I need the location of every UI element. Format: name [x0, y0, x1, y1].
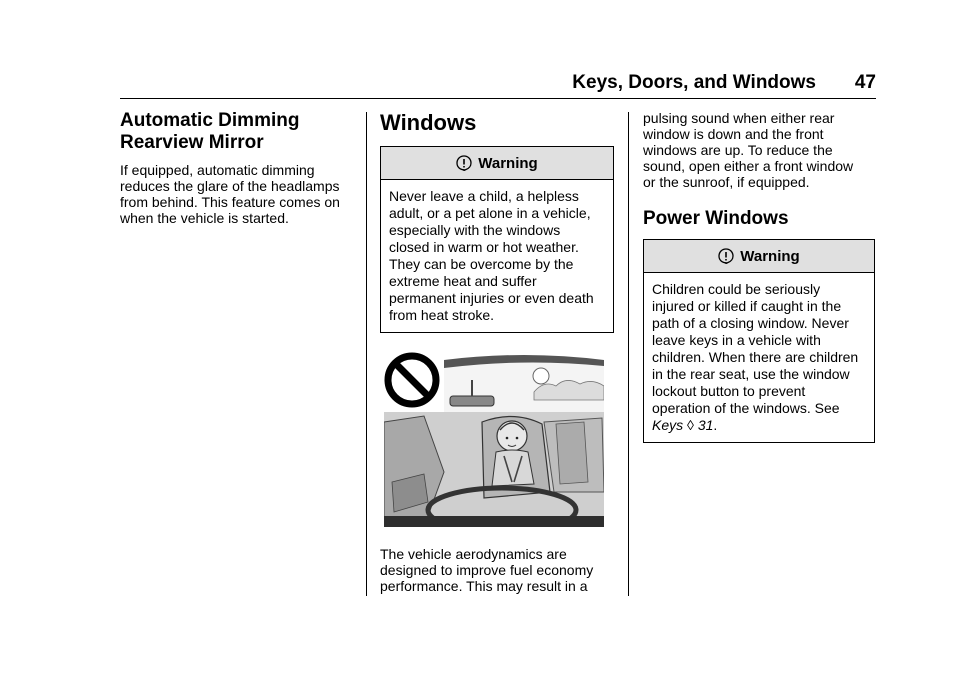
child-in-car-illustration	[384, 352, 604, 527]
warning-header	[381, 147, 613, 180]
warning-line: injured or killed if caught in the	[652, 298, 842, 314]
warning-icon	[456, 155, 472, 171]
paragraph-line: reduces the glare of the headlamps	[120, 178, 340, 194]
cross-reference-link[interactable]	[652, 417, 717, 433]
warning-box	[380, 146, 614, 333]
warning-text	[644, 273, 874, 442]
section-heading-windows: Windows	[380, 110, 477, 135]
warning-line: closed in warm or hot weather.	[389, 239, 579, 255]
warning-line: extreme heat and suffer	[389, 273, 537, 289]
pulsing-sound-paragraph	[643, 110, 875, 190]
aerodynamics-paragraph	[380, 546, 614, 594]
warning-line: in the rear seat, use the window	[652, 366, 850, 382]
paragraph-line: performance. This may result in a	[380, 578, 588, 594]
reference-page-number: 31	[697, 417, 714, 433]
section-heading-dimming-mirror	[120, 110, 352, 154]
warning-line: adult, or a pet alone in a vehicle,	[389, 205, 591, 221]
paragraph-line: or the sunroof, if equipped.	[643, 174, 810, 190]
warning-line: children. When there are children	[652, 349, 859, 365]
heading-line-2: Rearview Mirror	[120, 132, 264, 153]
heading-line-1: Automatic Dimming	[120, 110, 300, 131]
warning-line: leave keys in a vehicle with	[652, 332, 821, 348]
page-number: 47	[854, 72, 876, 93]
warning-line: operation of the windows. See	[652, 400, 840, 416]
warning-line: Never leave a child, a helpless	[389, 188, 579, 204]
paragraph-line: If equipped, automatic dimming	[120, 162, 315, 178]
warning-label: Warning	[740, 247, 800, 265]
paragraph-line: pulsing sound when either rear	[643, 110, 835, 126]
warning-line: from heat stroke.	[389, 307, 495, 323]
warning-line: especially with the windows	[389, 222, 561, 238]
warning-label: Warning	[478, 154, 538, 172]
column-1	[120, 110, 352, 226]
paragraph-line: when the vehicle is started.	[120, 210, 289, 226]
warning-line: permanent injuries or even death	[389, 290, 594, 306]
dimming-mirror-paragraph	[120, 162, 352, 226]
page-reference-icon: ◊	[687, 417, 694, 433]
column-divider	[628, 112, 629, 596]
warning-icon	[718, 248, 734, 264]
column-divider	[366, 112, 367, 596]
page-header	[120, 68, 876, 99]
column-3	[643, 110, 875, 443]
reference-target: Keys	[652, 417, 684, 433]
warning-text	[381, 180, 613, 332]
running-head-title: Keys, Doors, and Windows	[572, 72, 816, 93]
section-heading-power-windows: Power Windows	[643, 208, 789, 229]
warning-line: lockout button to prevent	[652, 383, 806, 399]
column-2	[380, 110, 614, 333]
warning-line: path of a closing window. Never	[652, 315, 849, 331]
paragraph-line: The vehicle aerodynamics are	[380, 546, 567, 562]
reference-period: .	[713, 417, 718, 433]
paragraph-line: from behind. This feature comes on	[120, 194, 340, 210]
warning-line: Children could be seriously	[652, 281, 821, 297]
paragraph-line: sound, open either a front window	[643, 158, 854, 174]
paragraph-line: window is down and the front	[643, 126, 824, 142]
warning-box	[643, 239, 875, 443]
warning-line: They can be overcome by the	[389, 256, 574, 272]
paragraph-line: designed to improve fuel economy	[380, 562, 594, 578]
paragraph-line: windows are up. To reduce the	[643, 142, 833, 158]
warning-header	[644, 240, 874, 273]
